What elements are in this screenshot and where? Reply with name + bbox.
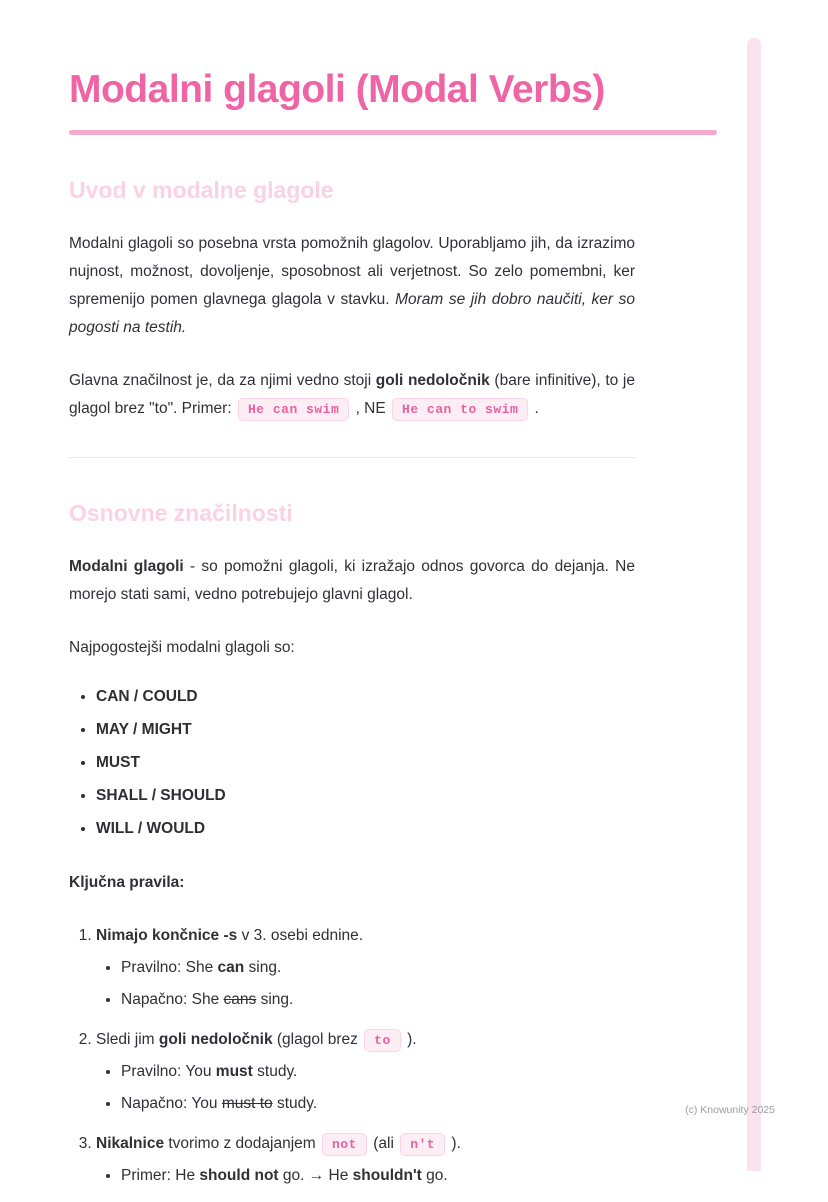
text-segment: Napačno: She: [121, 990, 224, 1008]
example-item: [121, 987, 636, 1013]
section-uvod: [69, 177, 717, 423]
modal-verb-label: MAY / MIGHT: [96, 720, 192, 738]
text-segment: tvorimo z dodajanjem: [164, 1134, 320, 1152]
text-segment: Primer: He: [121, 1166, 200, 1184]
text-segment: v 3. osebi ednine.: [237, 926, 364, 944]
document-content: [69, 0, 717, 1202]
inline-code-chip: n't: [400, 1133, 445, 1156]
text-segment: must: [215, 1062, 253, 1080]
rule-examples: [96, 1163, 636, 1189]
modal-verb-item: [96, 753, 636, 773]
text-segment: , NE: [351, 399, 391, 417]
osnovne-paragraph-1: [69, 553, 635, 609]
text-segment: Moram se jih dobro naučiti, ker so pogosti na testih.: [69, 290, 635, 336]
rule-examples: [96, 1059, 636, 1117]
text-segment: study.: [252, 1062, 298, 1080]
text-segment: - so pomožni glagoli, ki izražajo odnos govorca do dejanja. Ne morejo stati sami, vedno potrebujejo glavni glagol.: [69, 557, 635, 603]
text-segment: Napačno: You: [121, 1094, 222, 1112]
text-segment: (glagol brez: [272, 1030, 363, 1048]
example-text: [121, 1167, 448, 1184]
text-segment: can: [217, 958, 245, 976]
text-segment: should not: [199, 1166, 279, 1184]
rule-text: [96, 922, 636, 949]
example-item: [121, 955, 636, 981]
inline-code-chip: He can swim: [238, 398, 349, 421]
text-segment: .: [530, 399, 539, 417]
text-segment: sing.: [244, 958, 282, 976]
text-segment: Pravilno: She: [121, 958, 218, 976]
section-heading-uvod: Uvod v modalne glagole: [69, 176, 334, 203]
text-segment: shouldn't: [352, 1166, 422, 1184]
text-segment: (bare infinitive), to je glagol brez "to". Primer:: [69, 371, 635, 417]
modal-verb-item: [96, 687, 636, 707]
text-segment: Nimajo končnice -s: [96, 926, 238, 944]
intro-paragraph-1: [69, 230, 635, 342]
text-segment: Sledi jim: [96, 1030, 159, 1048]
modal-verb-label: WILL / WOULD: [96, 819, 206, 837]
text-segment: must to: [221, 1094, 273, 1112]
example-text: [121, 1063, 297, 1080]
osnovne-paragraph-2: Najpogostejši modalni glagoli so:: [69, 638, 295, 656]
example-item: [121, 1163, 636, 1189]
rules-label: Ključna pravila:: [69, 873, 185, 891]
inline-code-chip: not: [322, 1133, 367, 1156]
text-segment: (ali: [368, 1134, 399, 1152]
modal-verb-item: [96, 786, 636, 806]
text-segment: sing.: [256, 990, 294, 1008]
page-edge-accent: [747, 38, 761, 1171]
section-divider: [69, 457, 635, 458]
rule-item: [96, 1026, 636, 1117]
title-underline: [69, 130, 717, 135]
rule-item: [96, 1130, 636, 1189]
text-segment: go. → He: [278, 1166, 353, 1184]
modal-verb-label: SHALL / SHOULD: [96, 786, 226, 804]
text-segment: go.: [421, 1166, 448, 1184]
example-text: [121, 991, 293, 1008]
example-text: [121, 1095, 317, 1112]
text-segment: Modalni glagoli: [69, 557, 184, 575]
modal-verb-item: [96, 819, 636, 839]
modal-verbs-list: [69, 687, 636, 839]
text-segment: Pravilno: You: [121, 1062, 216, 1080]
example-text: [121, 959, 281, 976]
section-osnovne: [69, 500, 717, 1189]
copyright: (c) Knowunity 2025: [685, 1104, 775, 1116]
rule-text: [96, 1130, 636, 1157]
text-segment: cans: [223, 990, 257, 1008]
modal-verb-item: [96, 720, 636, 740]
rule-examples: [96, 955, 636, 1013]
modal-verb-label: CAN / COULD: [96, 687, 198, 705]
section-heading-osnovne: Osnovne značilnosti: [69, 499, 293, 526]
page-title: Modalni glagoli (Modal Verbs): [69, 68, 605, 111]
text-segment: Glavna značilnost je, da za njimi vedno stoji: [69, 371, 376, 389]
text-segment: Modalni glagoli so posebna vrsta pomožnih glagolov. Uporabljamo jih, da izrazimo nujnost, možnost, dovoljenje, sposobnost ali verjetnost. So zelo pomembni, ker spremenijo pomen glavnega glagola v stavku.: [69, 234, 635, 308]
text-segment: ).: [402, 1030, 417, 1048]
text-segment: goli nedoločnik: [158, 1030, 273, 1048]
example-item: [121, 1059, 636, 1085]
rules-list: [69, 922, 636, 1189]
text-segment: Nikalnice: [96, 1134, 165, 1152]
rule-text: [96, 1026, 636, 1053]
text-segment: study.: [272, 1094, 318, 1112]
text-segment: goli nedoločnik: [375, 371, 490, 389]
intro-paragraph-2: [69, 367, 635, 423]
text-segment: ).: [447, 1134, 461, 1152]
rule-item: [96, 922, 636, 1013]
inline-code-chip: He can to swim: [392, 398, 528, 421]
inline-code-chip: to: [364, 1029, 401, 1052]
example-item: [121, 1091, 636, 1117]
modal-verb-label: MUST: [96, 753, 140, 771]
